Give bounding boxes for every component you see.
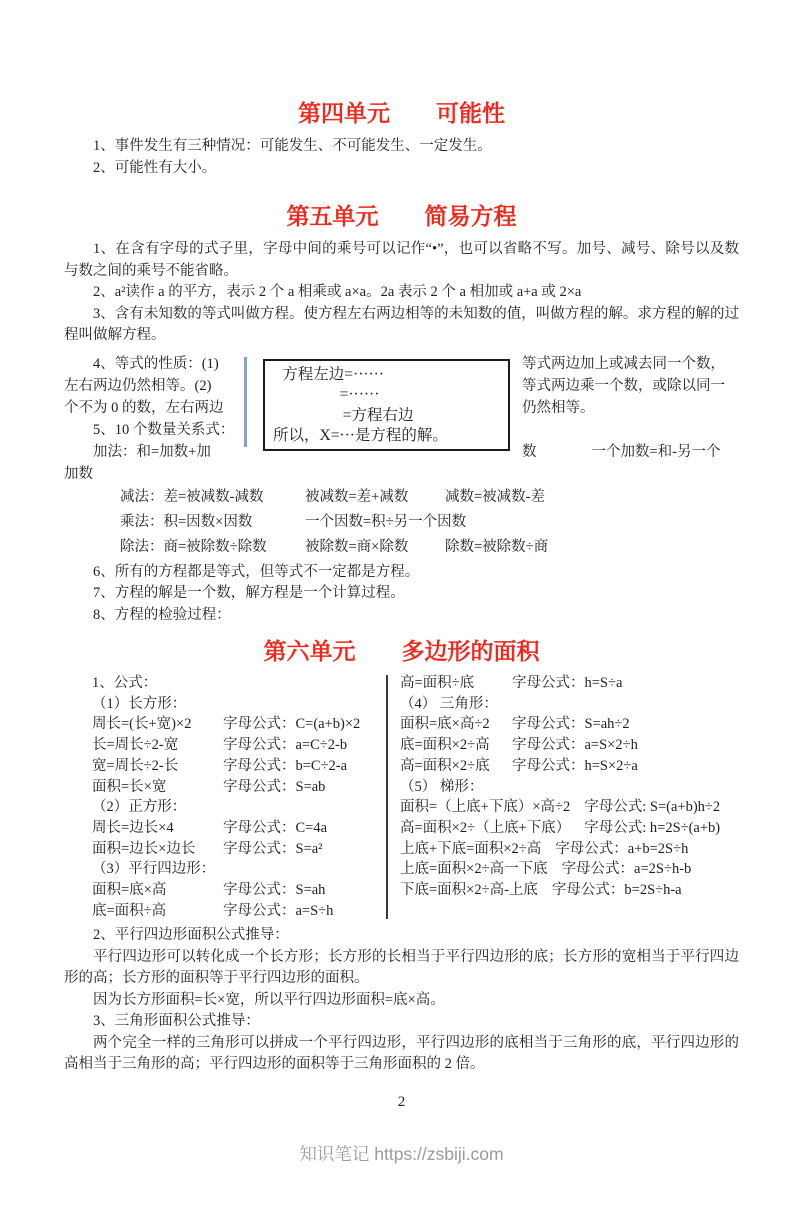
formula-row (400, 880, 739, 901)
unit6-derivation-head-2: 3、三角形面积公式推导： (93, 1013, 260, 1030)
unit5-para-2: 2、a²读作 a 的平方，表示 2 个 a 相乘或 a×a。2a 表示 2 个 a 相加或 a+a 或 2×a (93, 284, 582, 300)
formula-cell: 面积=底×高 (92, 882, 167, 899)
page-number: 2 (397, 1093, 406, 1110)
formula-row (400, 859, 739, 880)
letter-formula-cell: 字母公式：h=S×2÷a (512, 757, 638, 774)
letter-formula-cell: 字母公式：h=S÷a (512, 675, 623, 691)
formula-row (92, 818, 386, 839)
formula-row (400, 839, 739, 860)
formula-left-column (64, 673, 386, 921)
text-line: 仍然相等。 (522, 399, 595, 416)
unit4-title: 第四单元 可能性 (298, 100, 505, 126)
formula-section-head: （4） 三角形： (400, 695, 498, 712)
letter-formula-cell: 字母公式：b=C÷2-a (223, 757, 348, 774)
letter-formula-cell: 字母公式：a+b=2S÷h (555, 840, 689, 857)
box-line: 方程左边=······ (282, 365, 385, 383)
unit5-title: 第五单元 简易方程 (286, 203, 517, 229)
equation-right-column (510, 353, 739, 463)
text-line: 个不为 0 的数，左右两边 (64, 399, 224, 416)
formula-section-head: （3）平行四边形： (92, 861, 216, 878)
formula-cell: 面积=边长×边长 (92, 840, 196, 857)
unit5-para-3: 3、含有未知数的等式叫做方程。使方程左右两边相等的未知数的值，叫做方程的解。求方程的解的过程叫做解方程。 (64, 305, 739, 343)
formula-right-column (388, 673, 739, 921)
formula-cell: 周长=(长+宽)×2 (92, 716, 192, 733)
text-line: 左右两边仍然相等。(2) (64, 377, 212, 394)
letter-formula-cell: 字母公式：C=(a+b)×2 (223, 716, 361, 733)
formula-row (92, 714, 386, 735)
formula-row (92, 756, 386, 777)
formula-section-head: （2）正方形： (92, 799, 187, 816)
formula-cell: 底=面积×2÷高 (400, 737, 490, 754)
formula-cell: 下底=面积×2÷高-上底 (400, 882, 538, 899)
multiplication-relations-row (120, 510, 739, 535)
letter-formula-cell: 字母公式：S=ah (223, 882, 326, 899)
unit6-title: 第六单元 多边形的面积 (263, 638, 540, 664)
formula-table (64, 673, 739, 921)
formula-row (92, 880, 386, 901)
box-line: =······ (339, 386, 380, 403)
formula-row (400, 673, 739, 694)
relation-cell: 被除数=商×除数 (305, 538, 409, 555)
formula-cell: 高=面积×2÷底 (400, 757, 490, 774)
formula-cell: 面积=底×高÷2 (400, 716, 490, 733)
formula-row (92, 735, 386, 756)
formula-cell: 上底=面积×2÷高一下底 (400, 861, 548, 878)
unit6-derivation-para-1: 平行四边形可以转化成一个长方形；长方形的长相当于平行四边形的底；长方形的宽相当于平行四边形的高；长方形的面积等于平行四边形的面积。 (64, 948, 739, 987)
letter-formula-cell: 字母公式：S=ah÷2 (512, 716, 630, 733)
formula-row (400, 756, 739, 777)
text-line: 4、等式的性质：(1) (93, 355, 219, 372)
subtraction-relations-row (120, 485, 739, 510)
text-line (522, 441, 739, 463)
blue-divider-line (244, 357, 247, 447)
document-page (0, 98, 793, 1166)
letter-formula-cell: 字母公式：S=a² (223, 840, 323, 857)
text-line: 5、10 个数量关系式： (93, 421, 235, 438)
relation-cell: 除数=被除数÷商 (445, 538, 549, 555)
letter-formula-cell: 字母公式：a=S×2÷h (512, 737, 638, 754)
box-line: 所以，X=···是方程的解。 (273, 427, 448, 444)
relation-cell: 除法：商=被除数÷除数 (120, 538, 267, 555)
formula-cell: 面积=（上底+下底）×高÷2 (400, 799, 571, 816)
relation-cell: 乘法：积=因数×因数 (120, 513, 253, 530)
text-line: 加法：和=加数+加 (93, 443, 211, 460)
formula-section-head: 1、公式： (92, 675, 158, 691)
equation-properties-region (64, 353, 739, 463)
letter-formula-cell: 字母公式：a=S÷h (223, 902, 334, 919)
text-line: 等式两边乘一个数，或除以同一 (522, 377, 725, 394)
letter-formula-cell: 字母公式：a=C÷2-b (223, 737, 348, 754)
box-line: =方程右边 (342, 406, 414, 424)
text-line: 等式两边加上或减去同一个数， (522, 355, 725, 372)
letter-formula-cell: 字母公式: h=2S÷(a+b) (584, 819, 721, 836)
letter-formula-cell: 字母公式：b=2S÷h-a (551, 882, 682, 899)
unit5-item-6: 6、所有的方程都是等式，但等式不一定都是方程。 (93, 563, 420, 580)
formula-row (400, 735, 739, 756)
text-fragment: 数 (522, 443, 537, 460)
formula-row (92, 777, 386, 798)
letter-formula-cell: 字母公式: S=(a+b)h÷2 (584, 799, 721, 816)
equation-left-column (64, 353, 244, 463)
formula-cell: 面积=长×宽 (92, 778, 167, 795)
letter-formula-cell: 字母公式：C=4a (223, 819, 328, 836)
formula-cell: 底=面积÷高 (92, 902, 167, 919)
formula-cell: 宽=周长÷2-长 (92, 757, 179, 774)
relation-cell: 被减数=差+减数 (305, 488, 409, 505)
relation-cell: 一个因数=积÷另一个因数 (305, 513, 467, 530)
equation-solution-box (263, 359, 510, 451)
unit6-derivation-para-2: 两个完全一样的三角形可以拼成一个平行四边形，平行四边形的底相当于三角形的底，平行四边形的高相当于三角形的高；平行四边形的面积等于三角形面积的 2 倍。 (64, 1034, 739, 1073)
footer-watermark: 知识笔记 https://zsbiji.com (299, 1143, 504, 1164)
formula-cell: 周长=边长×4 (92, 819, 174, 836)
letter-formula-cell: 字母公式：S=ab (223, 778, 326, 795)
unit4-item-2: 2、可能性有大小。 (93, 159, 217, 176)
text-fragment: 一个加数=和-另一个 (591, 443, 721, 460)
formula-row (400, 797, 739, 818)
formula-section-head: （5） 梯形： (400, 778, 484, 795)
formula-cell: 上底+下底=面积×2÷高 (400, 840, 542, 857)
formula-cell: 高=面积×2÷（上底+下底） (400, 819, 571, 836)
division-relations-row (120, 535, 739, 560)
letter-formula-cell: 字母公式：a=2S÷h-b (561, 861, 692, 878)
wrapped-word: 加数 (64, 465, 93, 482)
formula-section-head: （1）长方形： (92, 695, 187, 712)
formula-row (92, 901, 386, 922)
relation-cell: 减数=被减数-差 (445, 488, 546, 505)
formula-row (400, 818, 739, 839)
relation-cell: 减法：差=被减数-减数 (120, 488, 264, 505)
unit5-item-8: 8、方程的检验过程： (93, 606, 231, 623)
unit6-derivation-head-1: 2、平行四边形面积公式推导： (93, 927, 289, 944)
formula-row (92, 839, 386, 860)
unit5-item-7: 7、方程的解是一个数，解方程是一个计算过程。 (93, 585, 405, 601)
formula-cell: 长=周长÷2-宽 (92, 737, 179, 754)
formula-cell: 高=面积÷底 (400, 675, 475, 691)
formula-row (400, 714, 739, 735)
unit4-item-1: 1、事件发生有三种情况：可能发生、不可能发生、一定发生。 (93, 138, 492, 154)
unit5-para-1: 1、在含有字母的式子里，字母中间的乘号可以记作“•”，也可以省略不写。加号、减号、除号以及数与数之间的乘号不能省略。 (64, 241, 739, 279)
unit6-derivation-conclusion-1: 因为长方形面积=长×宽，所以平行四边形面积=底×高。 (93, 991, 445, 1008)
